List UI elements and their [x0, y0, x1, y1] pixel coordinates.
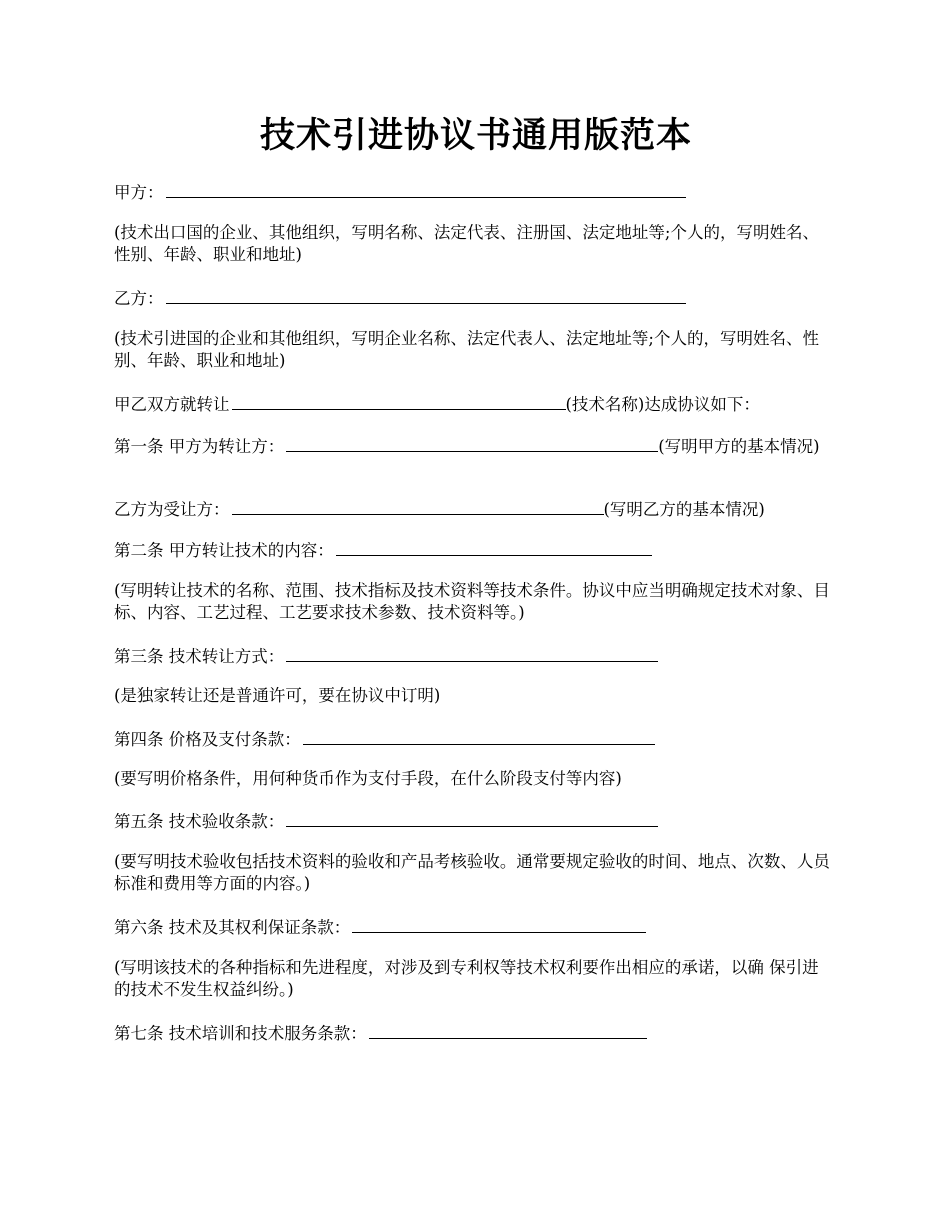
article-6-note: (写明该技术的各种指标和先进程度，对涉及到专利权等技术权利要作出相应的承诺，以确 保引进的技术不发生权益纠纷。) [114, 958, 819, 999]
article-3-note: (是独家转让还是普通许可，要在协议中订明) [114, 686, 441, 705]
party-a-note: (技术出口国的企业、其他组织，写明名称、法定代表、注册国、法定地址等;个人的，写明姓名、性别、年龄、职业和地址) [114, 223, 819, 264]
document-title: 技术引进协议书通用版范本 [259, 116, 692, 156]
party-b-line [114, 286, 838, 310]
article-6-line [114, 915, 838, 939]
transferee-label: 乙方为受让方： [114, 500, 230, 519]
article-1-suffix: (写明甲方的基本情况) [658, 437, 820, 456]
transferee-suffix: (写明乙方的基本情况) [603, 500, 765, 519]
party-a-blank[interactable] [166, 180, 686, 198]
article-7-blank[interactable] [369, 1021, 647, 1039]
party-b-label: 乙方： [114, 289, 164, 308]
article-6-blank[interactable] [352, 915, 646, 933]
article-5-line [114, 809, 838, 833]
article-6-label: 第六条 技术及其权利保证条款： [114, 918, 351, 937]
article-7-label: 第七条 技术培训和技术服务条款： [114, 1024, 367, 1043]
agreement-prefix: 甲乙双方就转让 [114, 395, 230, 414]
article-5-blank[interactable] [286, 809, 658, 827]
party-b-blank[interactable] [166, 286, 686, 304]
article-2-note: (写明转让技术的名称、范围、技术指标及技术资料等技术条件。协议中应当明确规定技术对象、目标、内容、工艺过程、工艺要求技术参数、技术资料等。) [114, 581, 830, 622]
article-2-blank[interactable] [336, 538, 652, 556]
article-5-note: (要写明技术验收包括技术资料的验收和产品考核验收。通常要规定验收的时间、地点、次数、人员标准和费用等方面的内容。) [114, 852, 830, 893]
article-1-label: 第一条 甲方为转让方： [114, 437, 285, 456]
article-3-blank[interactable] [286, 644, 658, 662]
article-7-line [114, 1021, 838, 1045]
article-2-label: 第二条 甲方转让技术的内容： [114, 541, 334, 560]
transferor-blank[interactable] [286, 434, 658, 452]
article-4-line [114, 727, 838, 751]
party-a-label: 甲方： [114, 183, 164, 202]
article-4-blank[interactable] [303, 727, 655, 745]
article-1-paragraph [114, 434, 834, 458]
party-a-line [114, 180, 838, 204]
agreement-line [114, 392, 838, 416]
transferee-blank[interactable] [232, 497, 604, 515]
transferee-line [114, 497, 838, 521]
article-2-line [114, 538, 838, 562]
agreement-suffix: (技术名称)达成协议如下： [565, 395, 760, 414]
article-5-label: 第五条 技术验收条款： [114, 812, 285, 831]
article-4-label: 第四条 价格及支付条款： [114, 730, 301, 749]
article-3-label: 第三条 技术转让方式： [114, 647, 285, 666]
article-3-line [114, 644, 838, 668]
article-4-note: (要写明价格条件，用何种货币作为支付手段，在什么阶段支付等内容) [114, 769, 622, 788]
technology-name-blank[interactable] [232, 392, 566, 410]
party-b-note: (技术引进国的企业和其他组织，写明企业名称、法定代表人、法定地址等;个人的，写明姓名、性别、年龄、职业和地址) [114, 329, 819, 370]
